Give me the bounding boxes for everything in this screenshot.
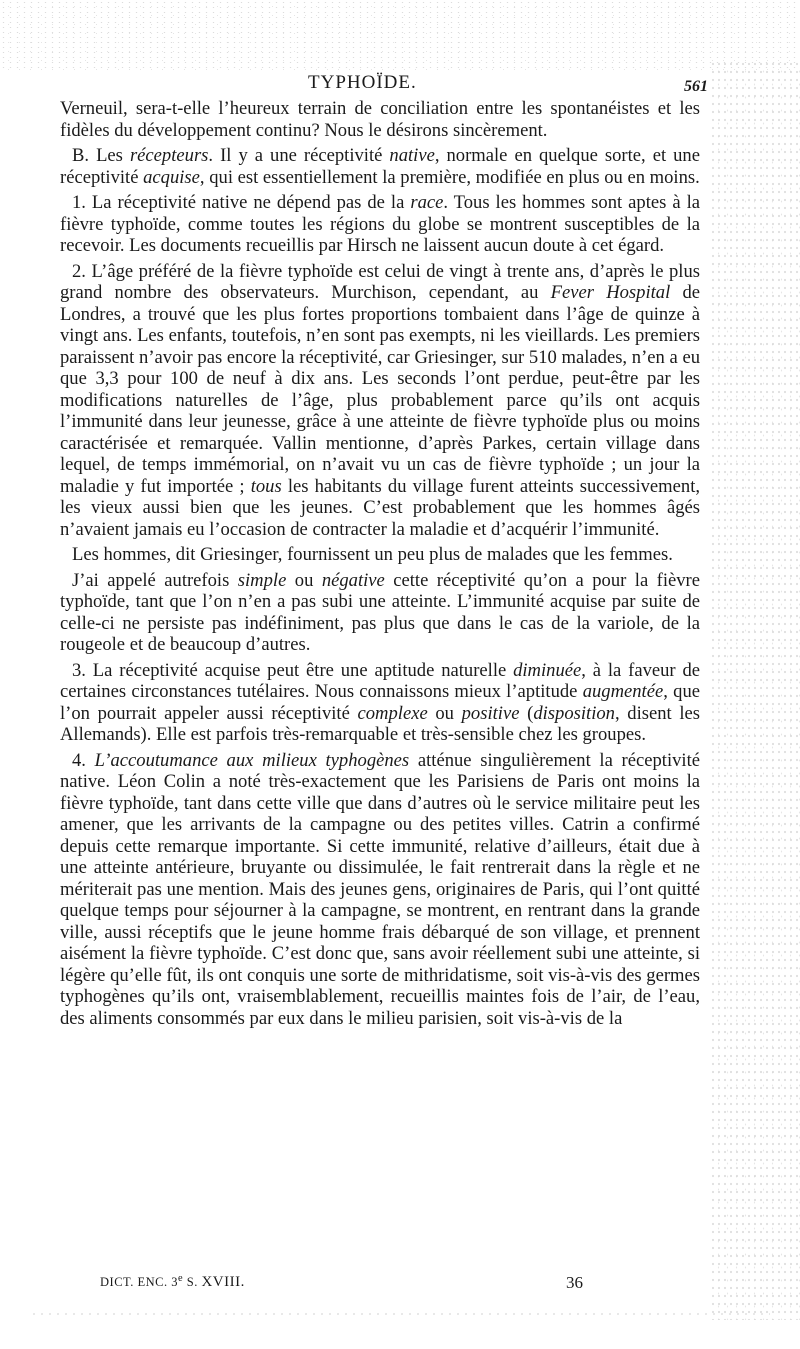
text-run: Les hommes, dit Griesinger, fournissent un peu plus de malades que les femmes.	[72, 544, 673, 565]
signature-series: S.	[183, 1275, 198, 1290]
text-run: 1. La réceptivité native ne dépend pas de la	[72, 192, 411, 213]
italic-run: récepteurs	[129, 145, 209, 166]
text-run: , qui est essentiellement la première, modifiée en plus ou en moins.	[199, 166, 700, 188]
text-run: 4.	[72, 749, 95, 771]
text-run: , disent les Allemands). Elle est parfois très-remarquable et très-sensible chez les groupes.	[60, 702, 700, 745]
text-run: ou	[286, 569, 322, 591]
italic-run: tous	[250, 475, 282, 497]
text-run: les habitants du village furent atteints successivement, les vieux aussi bien que les jeunes. C’est probablement que les hommes âgés n’avaient jamais eu l’occasion de contracter la maladie et d’acquérir l’immunité.	[60, 475, 701, 540]
signature-volume: XVIII.	[201, 1274, 245, 1291]
paragraph	[60, 192, 700, 257]
italic-run: Fever Hospital	[550, 282, 671, 303]
paragraph	[60, 98, 700, 141]
text-run: cette réceptivité qu’on a pour la fièvre typhoïde, tant que l’on n’en a pas subi une atteinte. L’immunité acquise par suite de celle-ci ne persiste pas indéfiniment, pas plus que dans le cas de la variole, de la rougeole et de beaucoup d’autres.	[60, 569, 701, 655]
italic-run: augmentée	[582, 681, 664, 702]
paragraph	[60, 544, 700, 566]
text-run: B. Les	[72, 145, 130, 166]
text-run: (	[519, 702, 534, 724]
scan-speckle-top	[0, 0, 800, 70]
italic-run: acquise	[143, 166, 200, 188]
text-run: J’ai appelé autrefois	[72, 569, 238, 591]
page-number: 561	[684, 78, 708, 95]
paragraph	[60, 261, 700, 541]
text-run: . Il y a une réceptivité	[208, 145, 390, 166]
italic-run: diminuée	[513, 659, 582, 681]
book-page	[60, 68, 708, 1033]
text-run: , à la faveur de certaines circonstances tutélaires. Nous connaissons mieux l’aptitude	[60, 659, 701, 702]
scan-speckle-right-margin	[710, 60, 800, 1320]
page-header	[60, 68, 708, 98]
text-run: de Londres, a trouvé que les plus fortes proportions tombaient dans l’âge de quinze à vingt ans. Les enfants, toutefois, n’en sont pas exempts, ni les vieillards. Les premiers paraissent n’avoir pas encore la réceptivité, car Griesinger, sur 510 malades, n’en a eu que 3,3 pour 100 de neuf à dix ans. Les seconds l’ont perdue, peut-être par les modifications naturelles de l’âge, plus probablement parce qu’ils ont acquis l’immunité dans leur jeunesse, grâce à une atteinte de fièvre typhoïde plus ou moins caractérisée et remarquée. Vallin mentionne, d’après Parkes, certain village dans lequel, de temps immémorial, on n’avait vu un cas de fièvre typhoïde ; un jour la maladie y fut importée ;	[60, 282, 701, 497]
italic-run: native	[389, 145, 435, 166]
scan-speckle-bottom	[30, 1311, 770, 1317]
text-run: . Tous les hommes sont aptes à la fièvre typhoïde, comme toutes les régions du globe se montrent susceptibles de la recevoir. Les documents recueillis par Hirsch ne laissent aucun doute à cet égard.	[60, 192, 701, 256]
italic-run: positive	[461, 702, 520, 724]
page-footer	[60, 1270, 700, 1294]
text-run: Verneuil, sera-t-elle l’heureux terrain de conciliation entre les spontanéistes et les fidèles du développement continu? Nous le désirons sincèrement.	[60, 98, 700, 141]
italic-run: complexe	[357, 702, 428, 724]
italic-run: disposition	[533, 702, 615, 724]
text-run: , normale en quelque sorte, et une réceptivité	[60, 145, 700, 188]
text-run: 3. La réceptivité acquise peut être une aptitude naturelle	[72, 659, 514, 681]
signature-superscript: e	[178, 1273, 184, 1284]
text-run: , que l’on pourrait appeler aussi réceptivité	[60, 681, 700, 724]
signature-prefix: DICT. ENC. 3	[100, 1275, 178, 1290]
italic-run: négative	[321, 569, 385, 591]
paragraph	[60, 570, 700, 656]
printer-signature	[100, 1273, 245, 1291]
text-run: 2. L’âge préféré de la fièvre typhoïde est celui de vingt à trente ans, d’après le plus grand nombre des observateurs. Murchison, cependant, au	[60, 260, 700, 303]
paragraph	[60, 660, 700, 746]
paragraph	[60, 145, 700, 188]
signature-folio: 36	[566, 1273, 583, 1292]
running-title: TYPHOÏDE.	[308, 72, 417, 93]
italic-run: race	[410, 192, 444, 213]
text-run: ou	[427, 702, 462, 724]
body-text	[60, 98, 700, 1029]
paragraph	[60, 750, 700, 1030]
text-run: atténue singulièrement la réceptivité native. Léon Colin a noté très-exactement que les Parisiens de Paris ont moins la fièvre typhoïde, tant dans cette ville que dans d’autres où le service militaire peut les amener, que les arrivants de la campagne ou des petites villes. Catrin a confirmé depuis cette remarque importante. Si cette immunité, relative d’ailleurs, était due à une atteinte antérieure, bruyante ou dissimulée, le fait rentrerait dans la règle et ne mériterait pas une mention. Mais des jeunes gens, originaires de Paris, qui l’ont quitté quelque temps pour séjourner à la campagne, se montrent, en rentrant dans la grande ville, aussi réceptifs que le jeune homme frais débarqué de son village, et prennent aisément la fièvre typhoïde. C’est donc que, sans avoir réellement subi une atteinte, si légère qu’elle fût, ils ont conquis une sorte de mithridatisme, soit vis-à-vis des germes typhogènes qu’ils ont, vraisemblablement, recueillis maintes fois de l’air, de l’eau, des aliments consommés par eux dans le milieu parisien, soit vis-à-vis de la	[60, 749, 700, 1029]
italic-run: simple	[237, 569, 287, 591]
italic-run: L’accoutumance aux milieux typhogènes	[94, 749, 410, 771]
